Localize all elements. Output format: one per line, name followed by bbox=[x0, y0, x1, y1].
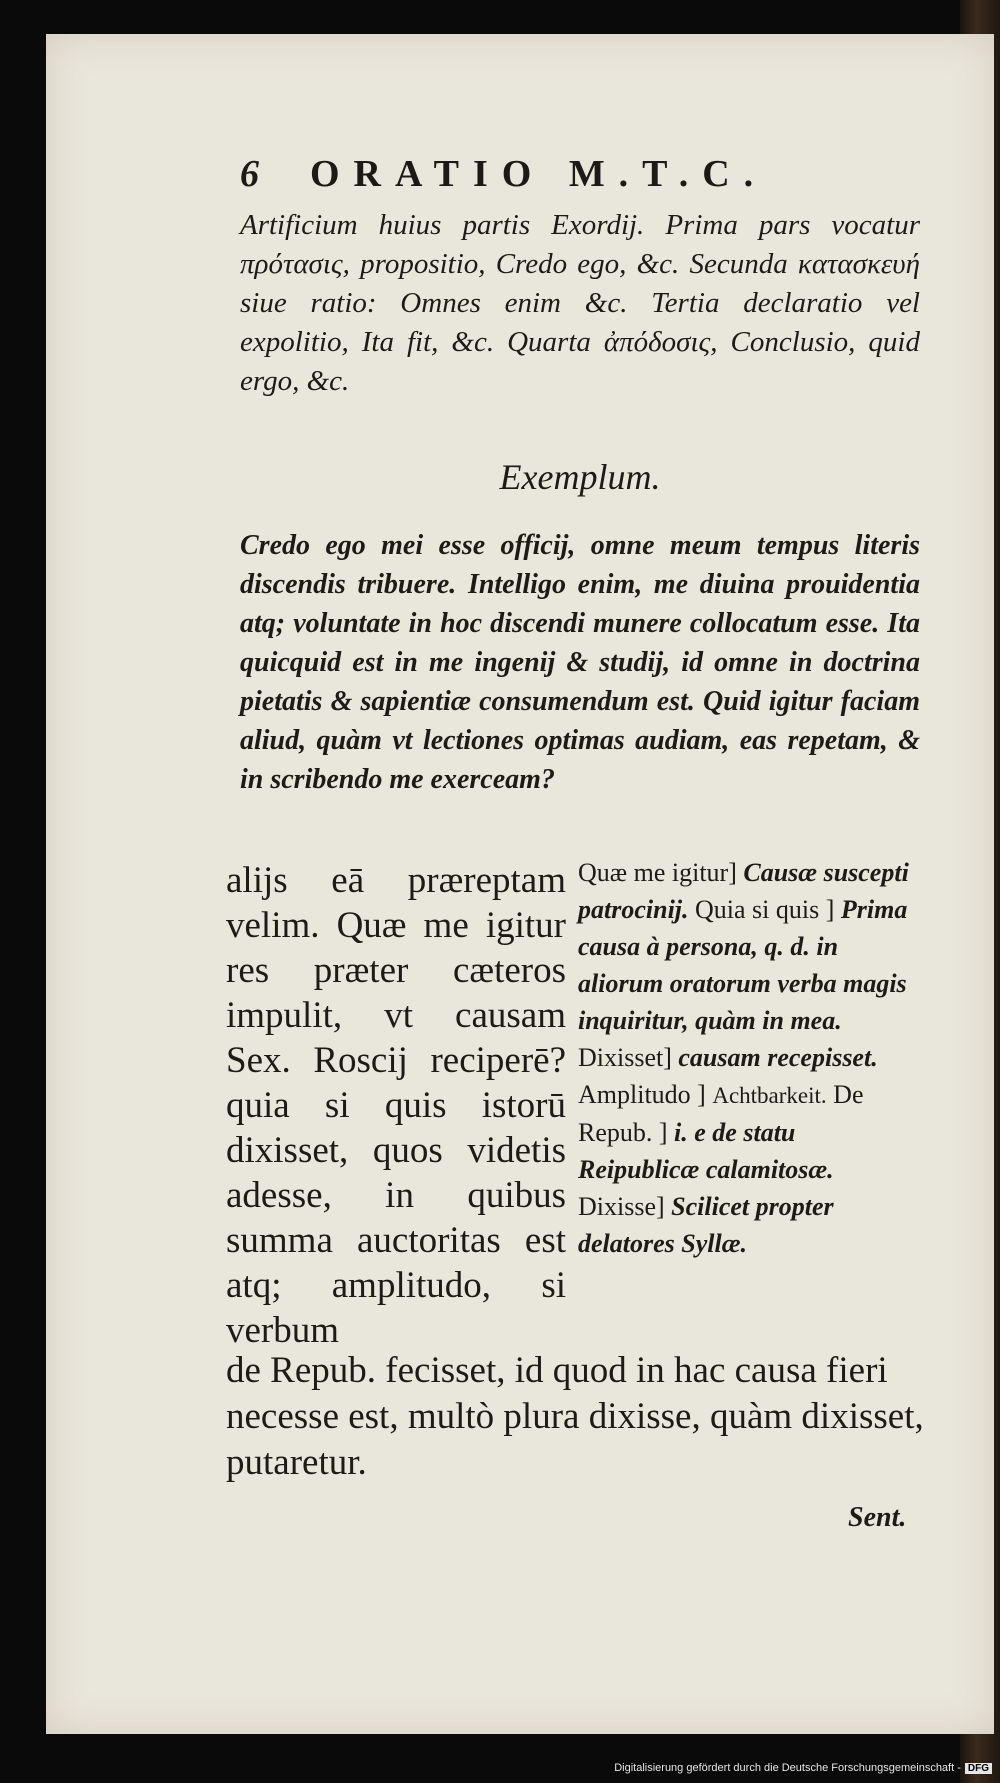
digitization-credit bbox=[614, 1762, 992, 1774]
main-text-column: alijs eā præreptam velim. Quæ me igitur res præter cæteros impulit, vt causam Sex. Roscij reciperē? quia si quis istorū dixisset, quos videtis adesse, in quibus summa auctoritas est atq; amplitudo, si verbum bbox=[226, 860, 566, 1351]
note-lemma: Dixisse] bbox=[578, 1192, 665, 1221]
note-lemma: De Repub. ] bbox=[578, 1080, 864, 1147]
note-gloss-vernacular: Achtbarkeit. bbox=[712, 1083, 827, 1108]
note-lemma: Quia si quis ] bbox=[695, 895, 835, 924]
note-gloss: Prima causa à persona, q. d. in aliorum oratorum verba magis inquiritur, quàm in mea. bbox=[578, 895, 908, 1035]
page-number: 6 bbox=[240, 153, 259, 195]
note-gloss: causam recepisset. bbox=[678, 1043, 878, 1072]
example-heading: Exemplum. bbox=[499, 457, 661, 497]
note-lemma: Quæ me igitur] bbox=[578, 858, 737, 887]
example-paragraph: Credo ego mei esse officij, omne meum tempus literis discendis tribuere. Intelligo enim, me diuina prouidentia atq; voluntate in hoc discendi munere collocatum esse. Ita quicquid est in me ingenij & studij, id omne in doctrina pietatis & sapientiæ consumendum est. Quid igitur faciam aliud, quàm vt lectiones optimas audiam, eas repetam, & in scribendo me exerceam? bbox=[240, 530, 920, 795]
note-lemma: Amplitudo ] bbox=[578, 1080, 706, 1109]
marginal-notes bbox=[578, 854, 922, 1262]
dfg-logo: DFG bbox=[965, 1763, 992, 1774]
note-lemma: Dixisset] bbox=[578, 1043, 672, 1072]
catchword: Sent. bbox=[848, 1502, 907, 1533]
running-title: ORATIO M.T.C. bbox=[310, 153, 768, 195]
main-text-continuation: de Repub. fecisset, id quod in hac causa fieri necesse est, multò plura dixisse, quàm dixisset, putaretur. bbox=[226, 1350, 924, 1483]
running-head bbox=[240, 152, 767, 196]
artificium-paragraph: Artificium huius partis Exordij. Prima pars vocatur πρότασις, propositio, Credo ego, &c. Secunda κατασκευή siue ratio: Omnes enim &c. Tertia declaratio vel expolitio, Ita fit, &c. Quarta ἀπόδοσις, Conclusio, quid ergo, &c. bbox=[240, 209, 920, 397]
credit-text: Digitalisierung gefördert durch die Deutsche Forschungsgemeinschaft - bbox=[614, 1762, 961, 1774]
note-gloss: Causæ suscepti patrocinij. bbox=[578, 858, 909, 924]
note-gloss: i. e de statu Reipublicæ calamitosæ. bbox=[578, 1118, 834, 1184]
note-gloss: Scilicet propter delatores Syllæ. bbox=[578, 1192, 834, 1258]
